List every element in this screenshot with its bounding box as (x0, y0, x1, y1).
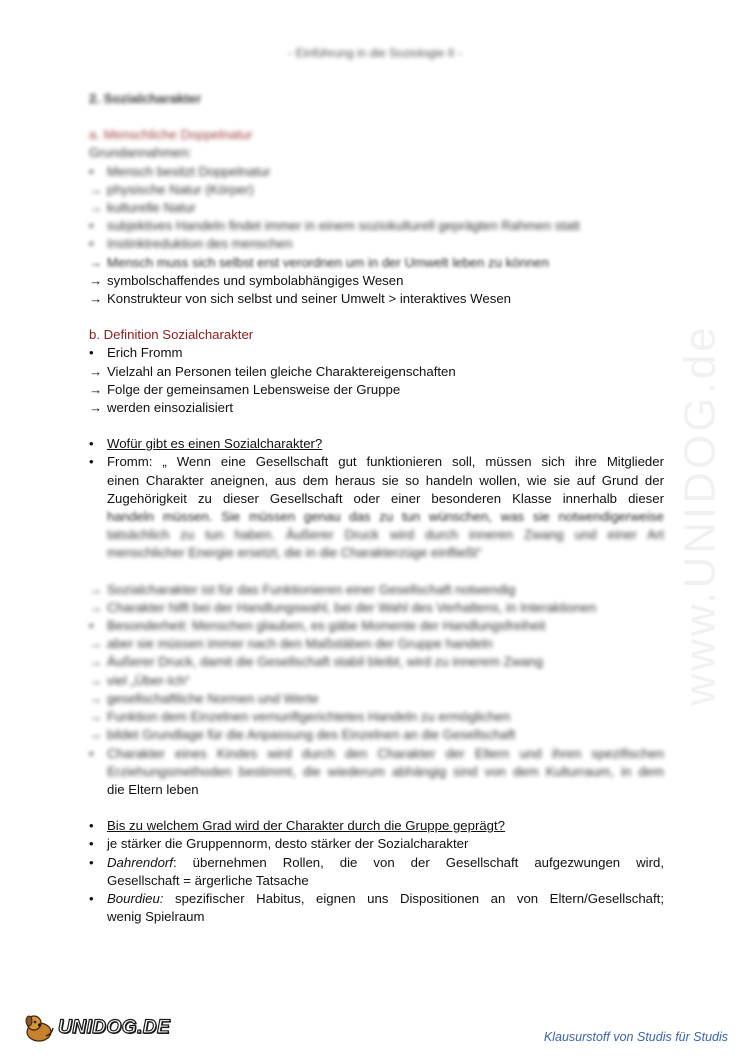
arrow-marker: → (89, 272, 103, 288)
quote-line: tatsächlich zu tun haben. Äußerer Druck wird durch inneren Zwang und einer Art (107, 527, 664, 543)
quote-line: Zugehörigkeit zu dieser Gesellschaft oder einer besonderen Klasse innerhalb dieser (107, 490, 664, 506)
list-item: • Mensch besitzt Doppelnatur (89, 163, 664, 181)
list-item: • Instinktreduktion des menschen (89, 235, 664, 253)
arrow-marker: → (89, 254, 103, 270)
document-content (89, 90, 664, 926)
arrow-marker: → (89, 581, 103, 597)
list-item: → Sozialcharakter ist für das Funktionieren einer Gesellschaft notwendig (89, 581, 664, 599)
bullet-marker: • (89, 236, 94, 252)
bullet-marker: • (89, 345, 94, 361)
child-line: die Eltern leben (107, 781, 199, 797)
quote-line: Fromm: „ Wenn eine Gesellschaft gut funktionieren soll, müssen sich ihre Mitglieder (107, 454, 664, 470)
question-item: • Bis zu welchem Grad wird der Charakter durch die Gruppe geprägt? (89, 817, 664, 835)
section-heading: 2. Sozialcharakter (89, 91, 202, 106)
bullet-marker: • (89, 818, 94, 834)
list-item: → Vielzahl an Personen teilen gleiche Charaktereigenschaften (89, 363, 664, 381)
list-item: → Konstrukteur von sich selbst und seiner Umwelt > interaktives Wesen (89, 290, 664, 308)
arrow-marker: → (89, 636, 103, 652)
child-line: Erziehungsmethoden bestimmt, die wiederum abhängig sind von dem Kulturraum, in dem (107, 763, 664, 779)
arrow-marker: → (89, 690, 103, 706)
question-item: • Wofür gibt es einen Sozialcharakter? (89, 435, 664, 453)
arrow-marker: → (89, 727, 103, 743)
bullet-marker: • (89, 436, 94, 452)
arrow-marker: → (89, 709, 103, 725)
arrow-marker: → (89, 381, 103, 397)
subsection-a-title: a. Menschliche Doppelnatur (89, 127, 253, 143)
list-item: • je stärker die Gruppennorm, desto stärker der Sozialcharakter (89, 835, 664, 853)
bourdieu-name: Bourdieu: (107, 890, 164, 906)
dahrendorf-name: Dahrendorf (107, 854, 173, 870)
bullet-marker: • (89, 454, 94, 470)
list-item: → aber sie müssen immer nach den Maßstäben der Gruppe handeln (89, 635, 664, 653)
page-header: - Einführung in die Soziologie II - (288, 46, 462, 60)
watermark-text: www.UNIDOG.de (676, 324, 726, 706)
list-item: → symbolschaffendes und symbolabhängiges Wesen (89, 272, 664, 290)
arrow-marker: → (89, 363, 103, 379)
child-item (89, 745, 664, 800)
logo-text: UNIDOG.DE (58, 1017, 171, 1038)
arrow-marker: → (89, 400, 103, 416)
dahrendorf-item: • Dahrendorf: übernehmen Rollen, die von der Gesellschaft aufgezwungen wird, Gesellschaft = ärgerliche Tatsache (89, 854, 664, 888)
list-item: • Erich Fromm (89, 344, 664, 362)
bourdieu-item: • Bourdieu: spezifischer Habitus, eignen uns Dispositionen an von Eltern/Gesellschaft; wenig Spielraum (89, 890, 664, 925)
list-item: → werden einsozialisiert (89, 399, 664, 417)
list-item: • Besonderheit: Menschen glauben, es gäbe Momente der Handlungsfreiheit (89, 617, 664, 635)
quote-line: handeln müssen. Sie müssen genau das zu tun wünschen, was sie notwendigerweise (107, 509, 664, 525)
arrow-marker: → (89, 672, 103, 688)
list-item: → physische Natur (Körper) (89, 181, 664, 199)
dog-icon (22, 1012, 56, 1044)
list-item: → Mensch muss sich selbst erst verordnen um in der Umwelt leben zu können (89, 254, 664, 272)
bullet-marker: • (89, 163, 94, 179)
subsection-b-title: b. Definition Sozialcharakter (89, 327, 254, 343)
unidog-logo (22, 1012, 170, 1044)
list-item: → gesellschaftliche Normen und Werte (89, 690, 664, 708)
list-item: → Äußerer Druck, damit die Gesellschaft stabil bleibt, wird zu innerem Zwang (89, 653, 664, 671)
arrow-marker: → (89, 654, 103, 670)
arrow-marker: → (89, 291, 103, 307)
list-item: → Funktion dem Einzelnen vernunftgerichtetes Handeln zu ermöglichen (89, 708, 664, 726)
arrow-marker: → (89, 599, 103, 615)
bullet-marker: • (89, 618, 94, 634)
footer-tagline: Klausurstoff von Studis für Studis (543, 1030, 728, 1044)
list-item: → viel „Über-Ich“ (89, 672, 664, 690)
quote-item (89, 453, 664, 562)
bullet-marker: • (89, 854, 94, 870)
arrow-marker: → (89, 200, 103, 216)
list-item: → Charakter hilft bei der Handlungswahl, bei der Wahl des Verhaltens, in Interaktionen (89, 599, 664, 617)
list-item: → bildet Grundlage für die Anpassung des Einzelnen an die Gesellschaft (89, 726, 664, 744)
fromm-quote (107, 453, 664, 562)
subsection-a-intro: Grundannahmen: (89, 145, 192, 161)
list-item: → Folge der gemeinsamen Lebensweise der Gruppe (89, 381, 664, 399)
bullet-marker: • (89, 745, 94, 761)
quote-line: menschlicher Energie ersetzt, die in die Charakterzüge einfließt“ (107, 545, 482, 561)
bullet-marker: • (89, 836, 94, 852)
child-line: Charakter eines Kindes wird durch den Charakter der Eltern und ihren spezifischen (107, 745, 664, 761)
list-item: → kulturelle Natur (89, 199, 664, 217)
arrow-marker: → (89, 181, 103, 197)
list-item: • subjektives Handeln findet immer in einem soziokulturell geprägten Rahmen statt (89, 217, 664, 235)
bullet-marker: • (89, 218, 94, 234)
bullet-marker: • (89, 890, 94, 906)
quote-line: einen Charakter aneignen, aus dem heraus sie so handeln wollen, wie sie auf Grund der (107, 472, 664, 488)
